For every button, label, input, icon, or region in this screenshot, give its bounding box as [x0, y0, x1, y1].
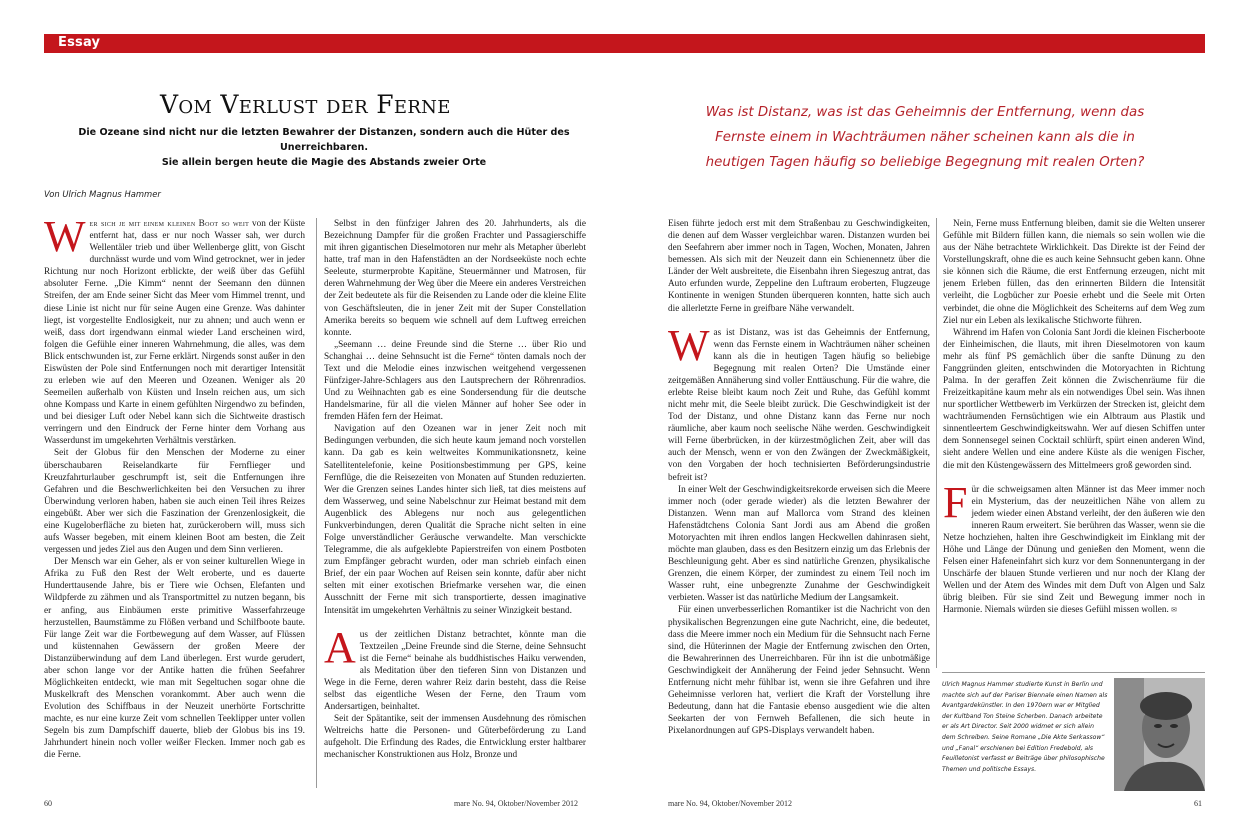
- end-mark-icon: ✉: [1171, 606, 1177, 615]
- page-number-right: 61: [1194, 799, 1202, 808]
- paragraph: Der Mensch war ein Geher, als er von seiner kulturellen Wiege in Afrika zu Fuß den Rest der Welt eroberte, und es dauerte Hunderttausende Jahre, bis er Tiere wie Ochsen, Elefanten und Wildpferde zu zähmen und als Transportmittel zu nutzen begann, bis er anfing, aus Einbäumen erste primitive Wasserfahrzeuge herzustellen, Baumstämme zu Flößen verband und Schilfboote baute. Für lange Zeit war die Fortbewegung auf dem Wasser, auf Flüssen und küstennahen Gewässern der großen Meere der Distanzüberwindung auf dem Land überlegen. Erst wurde gerudert, aber schon lange vor der Antike hatten die frühen Seefahrer Möglichkeiten entdeckt, wie man mit Segeltuchen sogar ohne die Muskelkraft des Menschen vorankommt. Aber auch wenn die Evolution des Schiffbaus in der Neuzeit unerhörte Fortschritte machte, es nur eine kurze Zeit vom schnellen Teeklipper unter vollen Segeln bis zum Dampfschiff dauerte, blieb der Globus bis ins 19. Jahrhundert hinein noch voller weißer Flecken. Immer noch gab es die Ferne.: [44, 557, 305, 761]
- paragraph: [943, 477, 1205, 617]
- paragraph: Seit der Globus für den Menschen der Moderne zu einer überschaubaren Reiselandkarte für Fernflieger und Kreuzfahrturlauber geschrumpft ist, seit die Entfernungen ihre Gefahren und die Beschwerlichkeiten bei den Versuchen zu ihrer Überwindung verloren haben, haben sie auch einen Teil ihres Reizes eingebüßt. Aber wer sich die Faszination der Grenzenlosigkeit, die eine Kugeloberfläche zu bieten hat, zurückerobern will, muss sich aufs Wasser begeben, mit einem kleinen Boot am besten, die Zeit vergessen und jedes Ziel aus den Augen und dem Sinn verlieren.: [44, 448, 305, 556]
- author-bio: Ulrich Magnus Hammer studierte Kunst in Berlin und machte sich auf der Pariser Biennale einen Namen als Avantgardekünstler. In den 1970ern war er Mitglied der Kultband Ton Steine Scherben. Danach arbeitete er als Art Director. Seit 2000 widmet er sich allein dem Schreiben. Seine Romane „Die Akte Serkassow“ und „Fanal“ erschienen bei Edition Fredebold, als Feuilletonist verfasst er Beiträge über philosophische Themen und politische Essays.: [942, 681, 1108, 773]
- column-3: [668, 218, 930, 792]
- drop-cap: W: [44, 218, 86, 261]
- article-subtitle: [44, 125, 604, 170]
- paragraph: Selbst in den fünfziger Jahren des 20. Jahrhunderts, als die Bezeichnung Dampfer für die großen Frachter und Passagierschiffe mit ihren gigantischen Dieselmotoren nur mehr als Metapher überlebt hatte, traf man in den Hafenstädten an der Nordseeküste noch echte Seeleute, sturmerprobte Kapitäne, Steuermänner und Matrosen, für deren Wahrnehmung der Weg über die Meere ein anderes Verstreichen der Zeit bedeutete als für die Reisenden zu Lande oder die kleine Elite von Geschäftsleuten, die in jener Zeit mit der Super Constellation Amerika bereits so bequem wie schnell auf dem Luftweg erreichen konnte.: [324, 219, 586, 338]
- column-4: [943, 218, 1205, 668]
- paragraph: [44, 218, 305, 447]
- lead-caps: er sich je mit einem kleinen Boot so weit: [89, 219, 250, 229]
- paragraph: Während im Hafen von Colonia Sant Jordi die kleinen Fischerboote der Einheimischen, die llauts, mit ihren Dieselmotoren von kaum mehr als fünf PS gemächlich über die sanfte Dünung zu den Fanggründen gleiten, entschwinden die Motoryachten in Richtung Palma. In der geraffen Zeit können die Zwischenräume für die Freizeitkapitäne kaum mehr als ein notwendiges Übel sein. Was ihnen nur sportlicher Wettbewerb im Verkürzen der Strecken ist, gleicht dem wachträumenden Fernsüchtigen wie ein Albtraum aus Plastik und sinnentleertem Geschwindigkeitswahn. Wer auf diesen Schiffen unter dem Sonnensegel seinen Cocktail schlürft, spürt einen anderen Wind, sieht andere Wellen und eine andere Küste als die wenigen Fischer, die mit den Küstengewässern des Mittelmeers groß geworden sind.: [943, 327, 1205, 471]
- author-photo: [1114, 678, 1205, 791]
- article-title: Vom Verlust der Ferne: [160, 90, 451, 119]
- drop-cap: F: [943, 477, 968, 527]
- drop-cap: A: [324, 622, 356, 672]
- paragraph: Eisen führte jedoch erst mit dem Straßenbau zu Geschwindigkeiten, die denen auf dem Wasser vergleichbar waren. Distanzen wurden bei den Seefahrern aber immer noch in Tagen, Wochen, Monaten, Jahren bemessen. Als sich mit der Neuzeit dann ein Schienennetz über die Länder der Welt ausbreitete, die Eisenbahn ihren Siegeszug antrat, das Auto erfunden wurde, Zeppeline den Luftraum eroberten, Flugzeuge Kontinente in wenigen Stunden überqueren konnten, hatte sich auch die allerletzte Ferne in greifbare Nähe verwandelt.: [668, 219, 930, 314]
- paragraph: „Seemann … deine Freunde sind die Sterne … über Rio und Schanghai … deine Sehnsucht ist die Ferne“ tönten damals noch der Text und die Melodie eines inzwischen weitgehend vergessenen Fünfziger-Jahre-Schlagers aus den Lautsprechern der Röhrenradios. Und zu Weihnachten gab es eine Sondersendung für die deutsche Handelsmarine, für all die vielen Männer auf hoher See oder in fremden Häfen fern der Heimat.: [324, 339, 586, 423]
- subtitle-line-1: Die Ozeane sind nicht nur die letzten Bewahrer der Distanzen, sondern auch die Hüter des Unerreichbaren.: [78, 127, 570, 153]
- byline: Von Ulrich Magnus Hammer: [44, 189, 161, 199]
- drop-cap: W: [668, 320, 710, 370]
- issue-info-right: mare No. 94, Oktober/November 2012: [668, 799, 792, 808]
- paragraph: Für einen unverbesserlichen Romantiker ist die Nachricht von den physikalischen Begrenzungen eine gute Nachricht, eine, die bedeutet, dass die Meere immer noch ein Medium für die Sehnsucht nach Ferne sind, die Hüterinnen der Magie der Entfernung zwischen den Orten, die Bewahrerinnen des Unerreichbaren. Für ihn ist die unbotmäßige Geschwindigkeit der Annäherung der Feind jeder Sehnsucht. Wenn Entfernung nicht mehr fühlbar ist, wenn sie ihre Gefahren und ihre Geheimnisse verloren hat, verliert die Kraft der Vorstellung ihre Bedeutung, dann hat die Fantasie ebenso ausgedient wie die alten Seekarten der von Fernweh Befallenen, die sich heute in Pixelanordnungen auf GPS-Displays verwandelt haben.: [668, 605, 930, 737]
- pull-quote: Was ist Distanz, was ist das Geheimnis der Entfernung, wenn das Fernste einem in Wachträumen näher scheinen kann als die in heutigen Tagen häufig so beliebige Begegnung mit realen Orten?: [705, 105, 1145, 170]
- column-1: [44, 218, 305, 792]
- column-2: [324, 218, 586, 792]
- paragraph: Nein, Ferne muss Entfernung bleiben, damit sie die Welten unserer Gefühle mit Bildern füllen kann, die niemals so sein wollen wie die aus der Nähe betrachtete Wirklichkeit. Das Direkte ist der Feind der Vorstellungskraft, ohne die es auch keine Sehnsucht geben kann. Ohne sie können sich die Räume, die erst Entfernung erzeugen, nicht mit jenem Erleben füllen, das den erinnerten Bildern die Intensität verleiht, die Logbücher zur Poesie erhebt und die Seele mit Orten verbindet, die ohne die Möglichkeit des Scheiterns auf dem Weg zum Ziel nur ein Leben als lexikalische Stichworte führen.: [943, 219, 1205, 326]
- paragraph: [324, 622, 586, 714]
- author-portrait-icon: [1114, 678, 1205, 791]
- column-rule: [316, 218, 317, 788]
- issue-info-left: mare No. 94, Oktober/November 2012: [454, 799, 578, 808]
- section-label: Essay: [58, 35, 101, 50]
- paragraph-text: von der Küste entfernt hat, dass er nur noch Wasser sah, wer durch Wellentäler trieb und über Wellenberge glitt, von Gischt durchnässt wurde und vom Wind getrocknet, wer in jeder Richtung nur noch Horizont erblickte, der weiß über das Gefühl absoluter Ferne. „Die Kimm“ nennt der Seemann den dünnen Streifen, der am Ende seiner Sicht das Meer vom Himmel trennt, und diese Linie ist nicht nur für seine Augen eine Grenze. Was dahinter liegt, ist vorgestellte Endlosigkeit, nur zu ahnen; und auch wenn er weiß, dass dort irgendwann einmal wieder Land erscheinen wird, folgen die Gefühle einer inneren Wahrnehmung, die alles, was dem Blick entschwunden ist, zur Ferne erklärt. Nirgends sonst außer in den Eiswüsten der Pole sind Entfernungen noch mit derartiger Intensität zu erleben wie auf den Meeren und Ozeanen. Weniger als 20 Seemeilen außerhalb von Küsten und Inseln reichen aus, um sich ohne Kompass und Karte in einem gefühlten Nirgendwo zu befinden, und bei diesiger Luft oder Nebel kann sich die Sichtweite drastisch verringern und den Eindruck der Ferne hinter dem Vorhang aus Wasserdunst im umgekehrten Verhältnis verstärken.: [44, 219, 305, 447]
- paragraph: Navigation auf den Ozeanen war in jener Zeit noch mit Bedingungen verbunden, die sich heute kaum jemand noch vorstellen kann. Da gab es kein weltweites Kommunikationsnetz, keine Satellitentelefonie, keine Positionsbestimmung per GPS, keine Fernflüge, die die Reisezeiten von Monaten auf Stunden reduzierten. Wer die Grenzen seines Landes hinter sich ließ, tat dies meistens auf dem Wasserweg, und seine Nabelschnur zur Heimat bestand mit dem Augenblick des Ablegens nur noch aus gelegentlichen Funkverbindungen, deren Qualität die Sprache nicht selten in eine Folge unverständlicher Geräusche verwandelte. Man verschickte Telegramme, die als aufgeklebte Papierstreifen von einem Postboten zum Empfänger gebracht wurden, oder man schrieb einfach einen Brief, der ein paar Wochen auf Reisen sein konnte, dafür aber nicht selten mit einer exotischen Briefmarke versehen war, die einen Ausschnitt der Ferne mit sich transportierte, dessen imaginative Intensität im umgekehrten Verhältnis zu seiner Winzigkeit bestand.: [324, 424, 586, 616]
- column-rule: [936, 218, 937, 668]
- paragraph-text: ür die schweigsamen alten Männer ist das Meer immer noch ein Mysterium, das der neuzeitlichen Nähe von allem zu jedem wieder einen Abstand verleiht, der den äußeren wie den inneren Raum erweitert. Sie berühren das Wasser, wenn sie die Netze hochziehen, halten ihre Geschwindigkeit im Einklang mit der Höhe und Länge der Dünung und genießen den Moment, wenn die Felsen einer Hafeneinfahrt sich kurz vor dem Sonnenuntergang in der Unschärfe der blauen Stunde verlieren und nur noch der Klang der Wellen und der Atem des Windes mit dem Duft von Algen und Salz übrig bleiben. Für sie sind Zeit und Bewegung immer noch in Harmonie. Niemals würden sie dieses Gefühl missen wollen.: [943, 484, 1205, 616]
- paragraph-text: as ist Distanz, was ist das Geheimnis der Entfernung, wenn das Fernste einem in Wachträumen näher scheinen kann als die in heutigen Tagen häufig so beliebige Begegnung mit realen Orten? Die Umstände einer zeitgemäßen Annäherung sind voller Enttäuschung. Für die wahre, die erlebte Reise bleibt kaum noch Zeit und Ruhe, das Gefühl kommt nicht mehr mit, die Seele bleibt zurück. Die Geschwindigkeit ist der Tod der Distanz, und ohne Distanz kann das Ferne nur noch räumliche, aber kaum noch seelische Nähe werden. Geschwindigkeit will Ferne überbrücken, in der kürzestmöglichen Zeit, aber will das auch der Mensch, wenn er von den Zwängen der Zweckmäßigkeit, von den Vorgaben der hoch technisierten Beförderungsindustrie befreit ist?: [668, 327, 930, 483]
- paragraph: In einer Welt der Geschwindigkeitsrekorde erweisen sich die Meere immer noch (oder gerade wieder) als die letzten Bewahrer der Distanzen. Wenn man auf Mallorca vom Strand des kleinen Hafenstädtchens Colonia Sant Jordi aus am Abend die großen Motoryachten mit ihren endlos langen Heckwellen dahinrasen sieht, möchte man glauben, dass es den Besitzern einzig um das Erlebnis der Beschleunigung geht. Aber es sind natürliche Grenzen, physikalische Grenzen, die einem Körper, der zumindest zu einem Teil noch im Wasser ruht, eine unbegrenzte Zunahme der Geschwindigkeit verbieten. Wasser ist das natürliche Medium der Langsamkeit.: [668, 484, 930, 604]
- section-bar: [44, 34, 1205, 53]
- paragraph: [668, 320, 930, 484]
- subtitle-line-2: Sie allein bergen heute die Magie des Abstands zweier Orte: [161, 157, 487, 168]
- bio-rule: [942, 672, 1205, 673]
- paragraph-text: us der zeitlichen Distanz betrachtet, könnte man die Textzeilen „Deine Freunde sind die Sterne, deine Sehnsucht ist die Ferne“ beinahe als buddhistisches Haiku verwenden, als Meditation über den tieferen Sinn von Distanzen und Wege in die Ferne, deren wahrer Reiz darin besteht, dass die Reise selbst das eigentliche Wesen der Ferne, den Traum vom Andersartigen, beinhaltet.: [324, 629, 586, 713]
- paragraph: Seit der Spätantike, seit der immensen Ausdehnung des römischen Weltreichs hatte die Personen- und Güterbeförderung zu Land aufgeholt. Die Erfindung des Rades, die Entwicklung erster haltbarer mechanischer Konstruktionen aus Holz, Bronze und: [324, 714, 586, 761]
- page-number-left: 60: [44, 799, 52, 808]
